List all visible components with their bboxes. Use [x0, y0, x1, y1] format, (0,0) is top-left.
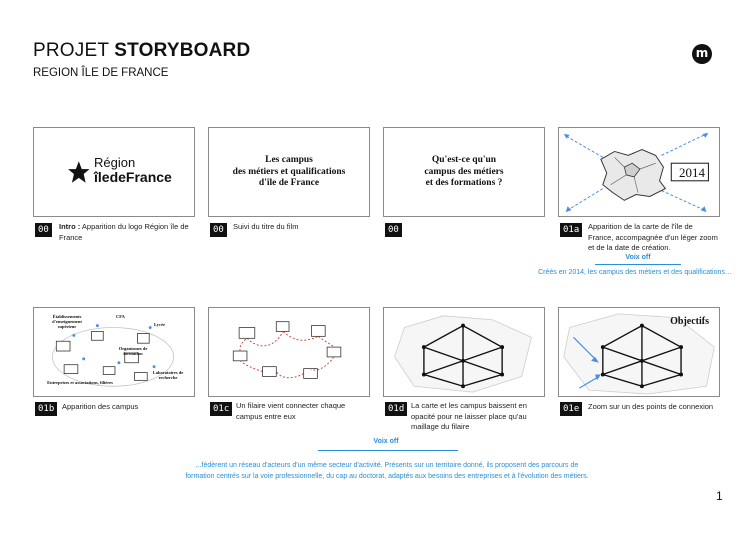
title-bold: STORYBOARD	[114, 40, 251, 61]
storyboard-frame-question	[383, 127, 545, 217]
page-number: 1	[716, 489, 723, 503]
frame-question-line1: Qu'est-ce qu'un	[431, 155, 497, 165]
shot-caption: Zoom sur un des points de connexion	[588, 402, 714, 411]
page-title	[33, 40, 250, 62]
frame-title-line1: Les campus	[265, 155, 313, 165]
campus-wire-icon	[209, 308, 369, 396]
frame-objectifs-title: Objectifs	[670, 316, 709, 327]
campus-label: Entreprises et associations, filières	[47, 380, 113, 385]
shot-number: 00	[385, 223, 402, 237]
shot-number: 01d	[385, 402, 407, 416]
storyboard-frame-map-2014	[558, 127, 720, 217]
wire-mesh-icon	[384, 308, 544, 396]
shot-caption: Apparition des campus	[62, 402, 139, 411]
storyboard-frame-title	[208, 127, 370, 217]
campus-label: Lycée	[154, 322, 165, 327]
shot-number: 01e	[560, 402, 582, 416]
storyboard-frame-zoom	[558, 307, 720, 397]
shot-caption	[59, 222, 194, 243]
storyboard-frame-wire	[208, 307, 370, 397]
campus-label: Organismes de formation	[118, 346, 148, 356]
frame-question-line3: et des formations ?	[425, 178, 503, 188]
voiceover-text	[130, 461, 644, 482]
shot-caption: Un filaire vient connecter chaque campus entre eux	[236, 401, 346, 421]
title-light: PROJET	[33, 40, 109, 61]
frame-title-line2: des métiers et qualifications	[232, 166, 346, 177]
storyboard-frame-campus	[33, 307, 195, 397]
caption-text: Apparition du logo Région île de France	[59, 222, 189, 242]
campus-label: Laboratoires de recherche	[152, 370, 184, 380]
frame-title-line3: d'île de France	[258, 178, 320, 188]
voiceover-line2: formation centrés sur la voie professionnelle, du cap au doctorat, adaptés aux besoins des entreprises et à l'évolution des métiers.	[185, 472, 589, 480]
shot-number: 01b	[35, 402, 57, 416]
shot-number: 01a	[560, 223, 582, 237]
shot-number: 00	[210, 223, 227, 237]
brand-logo-icon: m	[692, 44, 712, 64]
voiceover-divider	[595, 264, 681, 265]
shot-caption: La carte et les campus baissent en opacité pour ne laisser place qu'au maillage du filaire	[411, 401, 527, 431]
frame-question-line2: campus des métiers	[424, 166, 504, 177]
storyboard-frame-intro-logo	[33, 127, 195, 217]
shot-caption: Apparition de la carte de l'île de France, accompagnée d'un léger zoom et de la date de création.	[588, 222, 718, 252]
campus-label: Établissements d'enseignement supérieur	[52, 314, 82, 329]
shot-number: 01c	[210, 402, 232, 416]
shot-number: 00	[35, 223, 52, 237]
voiceover-label: Voix off	[373, 438, 399, 445]
campus-label: CFA	[116, 314, 125, 319]
voiceover-divider	[318, 450, 458, 451]
voiceover-text: Créés en 2014, les campus des métiers et des qualifications…	[538, 269, 732, 276]
storyboard-frame-mesh	[383, 307, 545, 397]
page-subtitle: REGION ÎLE DE FRANCE	[33, 67, 169, 79]
region-logo-line2: îledeFrance	[94, 169, 172, 185]
caption-bold: Intro :	[59, 222, 81, 231]
voiceover-line1: ...fédèrent un réseau d'acteurs d'un même secteur d'activité. Présents sur un territoire donné, ils proposent des parcours de	[195, 462, 579, 469]
voiceover-label: Voix off	[625, 254, 651, 261]
region-logo-line1: Région	[94, 155, 136, 170]
shot-caption: Suivi du titre du film	[233, 222, 299, 231]
map-year-label: 2014	[679, 165, 705, 180]
